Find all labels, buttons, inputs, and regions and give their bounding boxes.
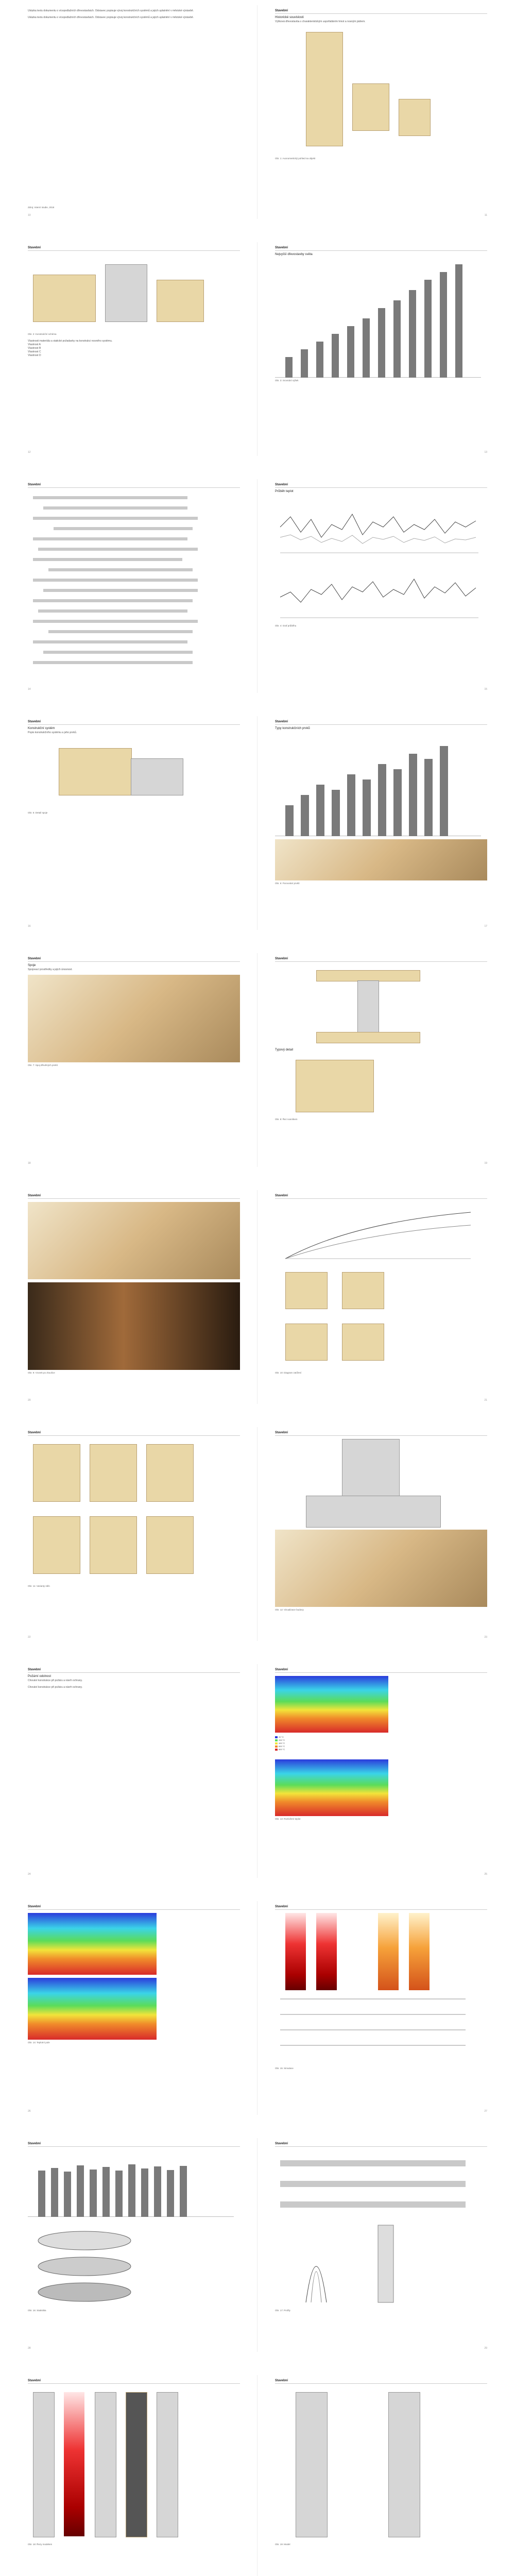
figure-caption: Obr. 8: Řez nosníkem bbox=[275, 1118, 298, 1121]
timeline-strips bbox=[28, 491, 240, 676]
strip-4 bbox=[54, 527, 193, 530]
figure-caption: Obr. 7: Spoj dřevěných prvků bbox=[28, 1064, 58, 1066]
specimen-2 bbox=[342, 1272, 384, 1309]
specimen-drawings bbox=[275, 1267, 487, 1370]
figure-caption: Obr. 3: Srovnání výšek bbox=[275, 379, 299, 382]
figure-caption: Obr. 19: Model bbox=[275, 2543, 290, 2546]
heatmap-1 bbox=[275, 1676, 388, 1733]
spread-2 bbox=[0, 237, 515, 461]
bar-6 bbox=[363, 318, 370, 378]
body-text: Vlastnosti materiálu a statické požadavky na konstrukci nosného systému. bbox=[28, 340, 113, 343]
section-subtitle: Konstrukční systém bbox=[28, 727, 55, 730]
page-header: Stavební bbox=[28, 2142, 240, 2147]
line-chart-bottom bbox=[275, 561, 487, 623]
gutter bbox=[257, 953, 258, 1167]
bar-2 bbox=[51, 2168, 58, 2217]
bar-4 bbox=[332, 790, 340, 836]
building-visualization bbox=[275, 1439, 487, 1527]
cut-2 bbox=[64, 2392, 84, 2536]
page-number: 13 bbox=[484, 451, 487, 454]
cut-4 bbox=[126, 2392, 147, 2537]
strip-14 bbox=[48, 630, 193, 633]
beam-section bbox=[275, 965, 487, 1047]
figure-caption: Obr. 11: Varianty stěn bbox=[28, 1585, 50, 1587]
page-17 bbox=[268, 716, 494, 930]
page-header: Stavební bbox=[28, 720, 240, 725]
footnote: Zdroj: Interní studie, 2018 bbox=[28, 206, 55, 209]
profile-2 bbox=[280, 2181, 466, 2187]
wood-beam-photo bbox=[275, 839, 487, 880]
page-number: 15 bbox=[484, 688, 487, 691]
bar-6 bbox=[363, 779, 371, 836]
page-number: 29 bbox=[484, 2347, 487, 2350]
bar-6 bbox=[102, 2167, 110, 2217]
page-16 bbox=[21, 716, 247, 930]
tower-profile bbox=[275, 2220, 487, 2308]
page-number: 25 bbox=[484, 1873, 487, 1876]
figure-caption: Obr. 18: Řezy modelem bbox=[28, 2543, 53, 2546]
figure-caption: Obr. 12: Vizualizace budovy bbox=[275, 1608, 304, 1611]
figure-caption: Obr. 14: Teplotní pole bbox=[28, 2041, 50, 2044]
page-header: Stavební bbox=[275, 2379, 487, 2384]
page-number: 20 bbox=[28, 1399, 31, 1402]
sim-1 bbox=[285, 1913, 306, 1990]
list-item-4: Vlastnost D bbox=[28, 354, 41, 357]
table-line-3 bbox=[280, 2029, 466, 2030]
sample-photo-1 bbox=[28, 1202, 240, 1279]
page-number: 24 bbox=[28, 1873, 31, 1876]
gutter bbox=[257, 1901, 258, 2115]
page-header: Stavební bbox=[28, 2379, 240, 2384]
model-views bbox=[275, 2387, 487, 2541]
joint-block-1 bbox=[59, 748, 132, 795]
strip-10 bbox=[43, 589, 198, 592]
bar-12 bbox=[455, 264, 462, 378]
strip-13 bbox=[33, 620, 198, 623]
wall-2 bbox=[90, 1444, 137, 1502]
bar-11 bbox=[440, 746, 448, 836]
strip-3 bbox=[33, 517, 198, 520]
gutter bbox=[257, 242, 258, 456]
page-header: Stavební bbox=[275, 1668, 487, 1673]
detail-block bbox=[296, 1060, 374, 1112]
thermal-field-2 bbox=[28, 1978, 157, 2040]
profile-1 bbox=[280, 2160, 466, 2166]
bar-9 bbox=[409, 290, 416, 378]
gutter bbox=[257, 479, 258, 693]
strip-7 bbox=[33, 558, 182, 561]
load-diagram bbox=[275, 1202, 487, 1264]
bar-3 bbox=[64, 2172, 71, 2217]
body-text: Spojovací prostředky a jejich únosnost. bbox=[28, 968, 73, 971]
legend-item-5: 800 °C bbox=[275, 1748, 487, 1751]
figure-caption: Obr. 1: Axonometrický pohled na objekt bbox=[275, 157, 316, 160]
line-chart-svg-bottom bbox=[275, 561, 481, 623]
bar-1 bbox=[285, 805, 294, 836]
figure-caption: Obr. 4: Graf průběhu bbox=[275, 624, 297, 627]
body-text-2: Ukázka textu dokumentu o vícepodlažních dřevostavbách. Odstavec popisuje vývoj konstrukčních systémů a jejich uplatnění v městské výstavbě. bbox=[28, 16, 194, 19]
wall-6 bbox=[146, 1516, 194, 1574]
simulation-strips bbox=[275, 1913, 487, 1990]
page-28 bbox=[21, 2138, 247, 2352]
profile-3 bbox=[280, 2201, 466, 2208]
page-header: Stavební bbox=[28, 1905, 240, 1910]
load-curve-svg bbox=[275, 1202, 481, 1264]
page-header: Stavební bbox=[28, 246, 240, 251]
page-number: 23 bbox=[484, 1636, 487, 1639]
spread-10 bbox=[0, 2133, 515, 2357]
strip-1 bbox=[33, 496, 187, 499]
body-text: Ukázka textu dokumentu o vícepodlažních dřevostavbách. Odstavec popisuje vývoj konstrukčních systémů a jejich uplatnění v městské výstavbě. bbox=[28, 9, 194, 12]
table-line-1 bbox=[280, 1998, 466, 1999]
height-comparison-chart bbox=[275, 259, 487, 378]
figure-caption: Obr. 15: Simulace bbox=[275, 2067, 294, 2070]
sim-table bbox=[275, 1993, 487, 2065]
figure-caption: Obr. 6: Porovnání prvků bbox=[275, 882, 300, 885]
page-13 bbox=[268, 242, 494, 456]
section-subtitle: Spoje bbox=[28, 964, 36, 967]
line-chart-svg-top bbox=[275, 496, 481, 558]
diagram-block-1 bbox=[33, 275, 96, 322]
spread-11 bbox=[0, 2370, 515, 2576]
wall-5 bbox=[90, 1516, 137, 1574]
specimen-3 bbox=[285, 1324, 328, 1361]
page-header: Stavební bbox=[275, 246, 487, 251]
strip-2 bbox=[43, 506, 187, 510]
bar-2 bbox=[301, 349, 308, 378]
page-number: 14 bbox=[28, 688, 31, 691]
page-number: 18 bbox=[28, 1162, 31, 1165]
strip-16 bbox=[43, 651, 193, 654]
page-27 bbox=[268, 1901, 494, 2115]
gutter bbox=[257, 5, 258, 219]
page-14 bbox=[21, 479, 247, 693]
figure-caption: Obr. 16: Statistika bbox=[28, 2309, 46, 2312]
page-number: 16 bbox=[28, 925, 31, 928]
model-view-1 bbox=[296, 2392, 328, 2537]
spread-3 bbox=[0, 474, 515, 698]
element-bar-chart bbox=[275, 733, 487, 836]
page-header: Stavební bbox=[275, 9, 487, 14]
joint-photo bbox=[28, 975, 240, 1062]
low-block-2 bbox=[399, 99, 431, 136]
page-10 bbox=[21, 5, 247, 219]
building-axonometry bbox=[275, 27, 487, 156]
bar-5 bbox=[347, 326, 354, 378]
page-number: 12 bbox=[28, 451, 31, 454]
strip-5 bbox=[33, 537, 187, 540]
podium-render bbox=[306, 1496, 441, 1528]
bar-11 bbox=[440, 272, 447, 378]
figure-caption: Obr. 9: Vzorek po zkoušce bbox=[28, 1371, 55, 1374]
cut-5 bbox=[157, 2392, 178, 2537]
bar-7 bbox=[378, 764, 386, 836]
page-number: 11 bbox=[484, 214, 487, 217]
page-header: Stavební bbox=[275, 957, 487, 962]
sample-photo-2 bbox=[28, 1282, 240, 1370]
page-number: 27 bbox=[484, 2110, 487, 2113]
section-subtitle: Požární odolnost bbox=[28, 1675, 52, 1678]
bar-8 bbox=[393, 300, 401, 378]
lens-svg bbox=[28, 2220, 234, 2308]
legend-item-4: 600 °C bbox=[275, 1745, 487, 1748]
section-subtitle: Průběh teplot bbox=[275, 490, 294, 493]
legend-item-1: 20 °C bbox=[275, 1736, 487, 1739]
page-22 bbox=[21, 1427, 247, 1641]
page-header: Stavební bbox=[275, 483, 487, 488]
figure-caption: Obr. 10: Diagram zatížení bbox=[275, 1371, 302, 1374]
cut-3 bbox=[95, 2392, 116, 2537]
page-20 bbox=[21, 1190, 247, 1404]
bar-8 bbox=[128, 2164, 135, 2217]
strip-17 bbox=[33, 661, 193, 664]
figure-caption: Obr. 5: Detail spoje bbox=[28, 811, 48, 814]
figure-caption: Obr. 13: Rozložení teplot bbox=[275, 1818, 301, 1820]
bar-9 bbox=[409, 754, 417, 836]
spread-4 bbox=[0, 711, 515, 935]
spread-7 bbox=[0, 1422, 515, 1646]
page-header: Stavební bbox=[275, 2142, 487, 2147]
page-15 bbox=[268, 479, 494, 693]
heat-legend bbox=[275, 1736, 487, 1756]
section-subtitle: Nejvyšší dřevostavby světa bbox=[275, 253, 313, 256]
page-number: 19 bbox=[484, 1162, 487, 1165]
tower-profile-svg bbox=[275, 2220, 481, 2308]
model-view-2 bbox=[388, 2392, 420, 2537]
page-12 bbox=[21, 242, 247, 456]
page-header: Stavební bbox=[28, 1431, 240, 1436]
spread-8 bbox=[0, 1659, 515, 1883]
spread-6 bbox=[0, 1185, 515, 1409]
page-header: Stavební bbox=[275, 720, 487, 725]
diagram-block-2 bbox=[105, 264, 147, 322]
gutter bbox=[257, 2138, 258, 2352]
page-30 bbox=[21, 2375, 247, 2576]
bar-4 bbox=[77, 2165, 84, 2217]
heatmap-2 bbox=[275, 1759, 388, 1816]
page-header: Stavební bbox=[28, 957, 240, 962]
body-text: Popis konstrukčního systému a jeho prvků. bbox=[28, 731, 77, 734]
stat-bar-chart bbox=[28, 2150, 240, 2217]
page-23 bbox=[268, 1427, 494, 1641]
bar-9 bbox=[141, 2168, 148, 2217]
section-subtitle: Historické souvislosti bbox=[275, 16, 304, 19]
thermal-field-1 bbox=[28, 1913, 157, 1975]
spread-9 bbox=[0, 1896, 515, 2120]
page-21 bbox=[268, 1190, 494, 1404]
gutter bbox=[257, 2375, 258, 2576]
page-11 bbox=[268, 5, 494, 219]
page-number: 22 bbox=[28, 1636, 31, 1639]
page-number: 26 bbox=[28, 2110, 31, 2113]
bar-10 bbox=[424, 280, 432, 378]
body-text: Výšková dřevostavba s charakteristickým uspořádáním hmot a nosným jádrem. bbox=[275, 20, 366, 23]
line-chart-top bbox=[275, 496, 487, 558]
tower-block bbox=[306, 32, 343, 146]
page-19 bbox=[268, 953, 494, 1167]
strip-6 bbox=[38, 548, 198, 551]
section-flange-top bbox=[316, 970, 420, 981]
page-18 bbox=[21, 953, 247, 1167]
gutter bbox=[257, 1427, 258, 1641]
bar-1 bbox=[285, 357, 293, 378]
page-number: 17 bbox=[484, 925, 487, 928]
list-item-3: Vlastnost C bbox=[28, 350, 41, 353]
page-header: Stavební bbox=[28, 1194, 240, 1199]
page-header: Stavební bbox=[28, 483, 240, 488]
spread-5 bbox=[0, 948, 515, 1172]
lens-shapes bbox=[28, 2220, 240, 2308]
page-number: 21 bbox=[484, 1399, 487, 1402]
table-line-4 bbox=[280, 2045, 466, 2046]
strip-9 bbox=[33, 579, 198, 582]
bar-10 bbox=[154, 2166, 161, 2217]
figure-caption: Obr. 17: Profily bbox=[275, 2309, 290, 2312]
page-31 bbox=[268, 2375, 494, 2576]
bar-10 bbox=[424, 759, 433, 836]
bar-7 bbox=[115, 2171, 123, 2217]
page-header: Stavební bbox=[275, 1431, 487, 1436]
bar-12 bbox=[180, 2166, 187, 2217]
joint-block-2 bbox=[131, 758, 183, 795]
bar-2 bbox=[301, 795, 309, 836]
spread-1 bbox=[0, 0, 515, 224]
sim-4 bbox=[409, 1913, 430, 1990]
diagram-block-3 bbox=[157, 280, 204, 322]
wall-1 bbox=[33, 1444, 80, 1502]
page-number: 28 bbox=[28, 2347, 31, 2350]
bar-1 bbox=[38, 2171, 45, 2217]
bar-7 bbox=[378, 308, 385, 378]
strip-12 bbox=[38, 609, 187, 613]
page-29 bbox=[268, 2138, 494, 2352]
page-24 bbox=[21, 1664, 247, 1878]
list-item-1: Vlastnost A bbox=[28, 343, 41, 346]
section-subtitle: Typy konstrukčních prvků bbox=[275, 727, 310, 730]
page-header: Stavební bbox=[275, 1194, 487, 1199]
bar-11 bbox=[167, 2170, 174, 2217]
strip-11 bbox=[33, 599, 193, 602]
legend-item-3: 400 °C bbox=[275, 1742, 487, 1745]
model-cuts bbox=[28, 2387, 240, 2541]
bar-5 bbox=[347, 774, 355, 836]
list-item-2: Vlastnost B bbox=[28, 347, 41, 350]
page-header: Stavební bbox=[275, 1905, 487, 1910]
gutter bbox=[257, 1664, 258, 1878]
specimen-1 bbox=[285, 1272, 328, 1309]
gutter bbox=[257, 716, 258, 930]
strip-8 bbox=[48, 568, 193, 571]
body-text-2: Chování konstrukce při požáru a návrh ochrany. bbox=[28, 1686, 83, 1689]
bar-4 bbox=[332, 334, 339, 378]
bar-8 bbox=[393, 769, 402, 836]
body-text: Chování konstrukce při požáru a návrh ochrany. bbox=[28, 1679, 83, 1682]
strip-15 bbox=[33, 640, 187, 643]
bar-3 bbox=[316, 342, 323, 378]
cut-1 bbox=[33, 2392, 55, 2537]
sim-3 bbox=[378, 1913, 399, 1990]
sim-2 bbox=[316, 1913, 337, 1990]
bar-5 bbox=[90, 2170, 97, 2217]
gutter bbox=[257, 1190, 258, 1404]
specimen-4 bbox=[342, 1324, 384, 1361]
wall-variants bbox=[28, 1439, 240, 1583]
page-26 bbox=[21, 1901, 247, 2115]
table-line-2 bbox=[280, 2014, 466, 2015]
legend-item-2: 200 °C bbox=[275, 1739, 487, 1742]
structure-diagram bbox=[28, 254, 240, 331]
page-number: 10 bbox=[28, 214, 31, 217]
page-header: Stavební bbox=[28, 1668, 240, 1673]
low-block-1 bbox=[352, 83, 389, 131]
detail-3d bbox=[275, 1055, 487, 1116]
joint-detail bbox=[28, 738, 240, 810]
profile-strips bbox=[275, 2150, 487, 2217]
page-25 bbox=[268, 1664, 494, 1878]
detail-label: Typový detail bbox=[275, 1048, 294, 1052]
figure-caption: Obr. 2: Konstrukční schéma bbox=[28, 333, 57, 335]
wall-3 bbox=[146, 1444, 194, 1502]
section-flange-bottom bbox=[316, 1032, 420, 1043]
interior-render bbox=[275, 1530, 487, 1607]
wall-4 bbox=[33, 1516, 80, 1574]
bar-3 bbox=[316, 785, 324, 836]
section-web bbox=[357, 980, 379, 1033]
